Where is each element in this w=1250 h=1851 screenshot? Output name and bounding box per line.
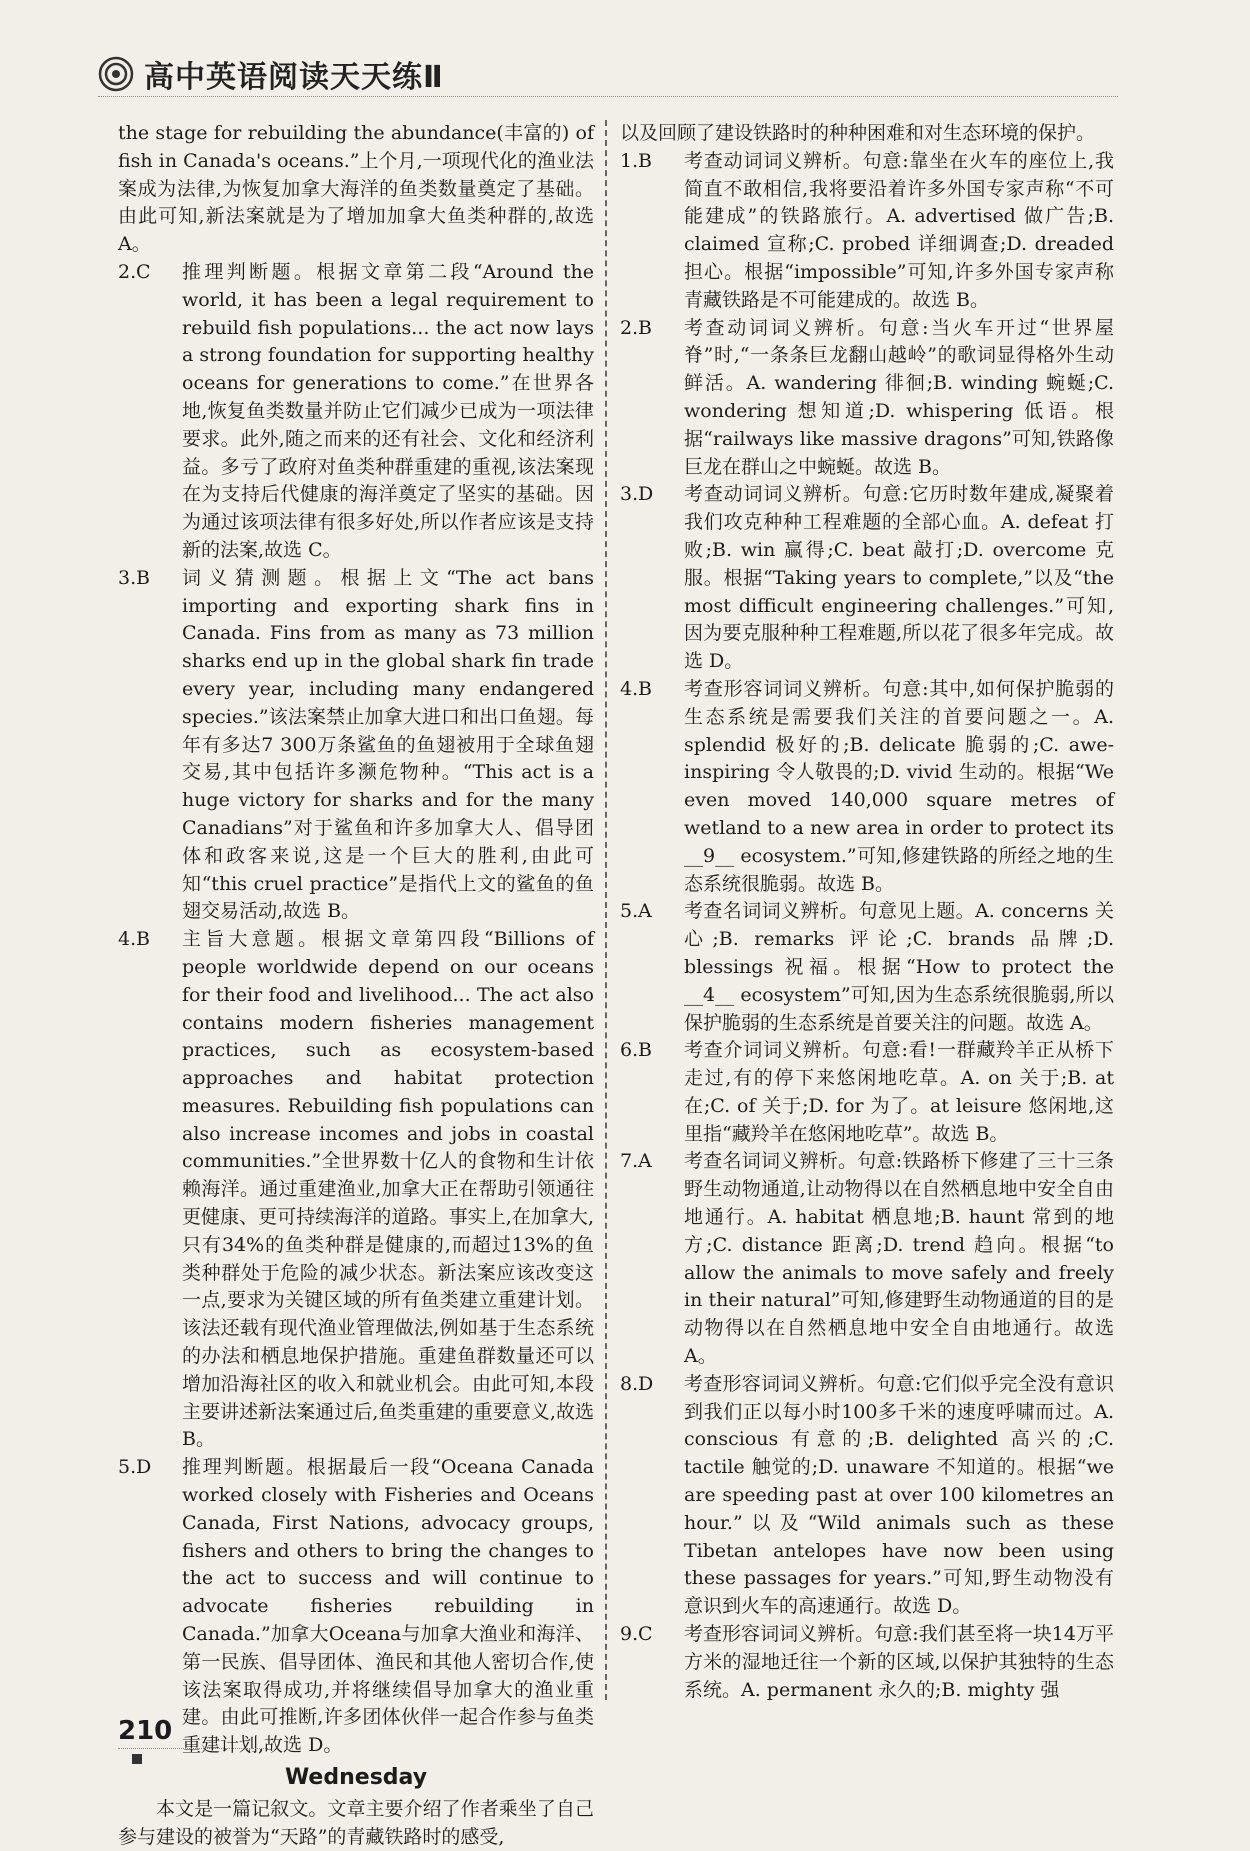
section-heading: Wednesday — [284, 1765, 428, 1791]
answer-item — [620, 1621, 1114, 1704]
item-number: 9. — [620, 1623, 639, 1646]
item-explanation: 考查形容词词义辨析。句意:它们似乎完全没有意识到我们正以每小时100多千米的速度呼啸而过。A. conscious 有意的;B. delighted 高兴的;C. tactile 触觉的;D. unaware 不知道的。根据“we are speeding past at over 100 kilometres an hour.”以及“Wild animals such as these Tibetan antelopes have now been using these passages for years.”可知,野生动物没有意识到火车的高速通行。故选 D。 — [684, 1372, 1114, 1618]
item-answer: B — [638, 316, 652, 339]
answer-item — [620, 1371, 1114, 1621]
answer-item — [118, 259, 594, 565]
page-header — [98, 52, 1118, 97]
item-answer: B — [638, 1039, 652, 1062]
item-explanation: 考查介词词义辨析。句意:看!一群藏羚羊正从桥下走过,有的停下来悠闲地吃草。A. on 关于;B. at 在;C. of 关于;D. for 为了。at leisure 悠闲地,这里指“藏羚羊在悠闲地吃草”。故选 B。 — [684, 1039, 1114, 1145]
item-number: 1. — [620, 149, 639, 172]
item-explanation: 考查形容词词义辨析。句意:其中,如何保护脆弱的生态系统是需要我们关注的首要问题之一。A. splendid 极好的;B. delicate 脆弱的;C. awe-inspiring 令人敬畏的;D. vivid 生动的。根据“We even moved 140,000 square metres of wetland to a new area in order to protect its __9__ ecosystem.”可知,修建铁路的所经之地的生态系统很脆弱。故选 B。 — [684, 677, 1114, 895]
item-explanation: 词义猜测题。根据上文“The act bans importing and exporting shark fins in Canada. Fins from as many as 73 million sharks end up in the global shark fin trade every year, including many endangered species.”该法案禁止加拿大进口和出口鱼翅。每年有多达7 300万条鲨鱼的鱼翅被用于全球鱼翅交易,其中包括许多濒危物种。“This act is a huge victory for sharks and for the many Canadians”对于鲨鱼和许多加拿大人、倡导团体和政客来说,这是一个巨大的胜利,由此可知“this cruel practice”是指代上文的鲨鱼的鱼翅交易活动,故选 B。 — [182, 566, 594, 923]
item-number: 2. — [620, 316, 639, 339]
item-answer: C — [136, 260, 151, 283]
item-number: 7. — [620, 1150, 639, 1173]
page-number: 210 — [118, 1716, 173, 1746]
item-number: 5. — [118, 1456, 137, 1479]
section-intro: 本文是一篇记叙文。文章主要介绍了作者乘坐了自己参与建设的被誉为“天路”的青藏铁路时的感受, — [118, 1797, 594, 1848]
continued-text: 以及回顾了建设铁路时的种种困难和对生态环境的保护。 — [620, 122, 1096, 144]
item-answer: C — [638, 1623, 653, 1646]
item-explanation: 考查动词词义辨析。句意:当火车开过“世界屋脊”时,“一条条巨龙翻山越岭”的歌词显得格外生动鲜活。A. wandering 徘徊;B. winding 蜿蜒;C. wondering 想知道;D. whispering 低语。根据“railways like massive dragons”可知,铁路像巨龙在群山之中蜿蜒。故选 B。 — [684, 316, 1114, 478]
footer-square-marker — [132, 1754, 142, 1764]
answer-item — [118, 1454, 594, 1760]
answer-item — [620, 1148, 1114, 1370]
item-answer: B — [136, 566, 150, 589]
book-logo-icon — [98, 56, 134, 92]
answer-item — [620, 481, 1114, 676]
item-explanation: 考查名词词义辨析。句意:铁路桥下修建了三十三条野生动物通道,让动物得以在自然栖息地中安全自由地通行。A. habitat 栖息地;B. haunt 常到的地方;C. distance 距离;D. trend 趋向。根据“to allow the animals to move safely and freely in their natural”可知,修建野生动物通道的目的是动物得以在自然栖息地中安全自由地通行。故选 A。 — [684, 1150, 1114, 1368]
answer-item — [620, 315, 1114, 482]
item-number: 5. — [620, 900, 639, 923]
item-number: 6. — [620, 1039, 639, 1062]
item-explanation: 考查形容词词义辨析。句意:我们甚至将一块14万平方米的湿地迁往一个新的区域,以保护其独特的生态系统。A. permanent 永久的;B. mighty 强 — [684, 1623, 1114, 1701]
answer-item — [620, 676, 1114, 898]
answer-item — [118, 926, 594, 1454]
item-answer: A — [638, 900, 652, 923]
item-answer: D — [638, 483, 654, 506]
footer-rule — [118, 1748, 268, 1749]
column-divider — [605, 120, 607, 1700]
item-explanation: 推理判断题。根据文章第二段“Around the world, it has been a legal requirement to rebuild fish populations... the act now lays a strong foundation for supporting healthy oceans for generations to come.”在世界各地,恢复鱼类数量并防止它们减少已成为一项法律要求。此外,随之而来的还有社会、文化和经济利益。多亏了政府对鱼类种群重建的重视,该法案现在为支持后代健康的海洋奠定了坚实的基础。因为通过该项法律有很多好处,所以作者应该是支持新的法案,故选 C。 — [182, 260, 594, 561]
left-column — [118, 120, 594, 1851]
book-title: 高中英语阅读天天练Ⅱ — [144, 60, 444, 95]
item-explanation: 主旨大意题。根据文章第四段“Billions of people worldwide depend on our oceans for their food and livelihood... The act also contains modern fisheries management practices, such as ecosystem-based approaches and habitat protection measures. Rebuilding fish populations can also increase incomes and jobs in coastal communities.”全世界数十亿人的食物和生计依赖海洋。通过重建渔业,加拿大正在帮助引领通往更健康、更可持续海洋的道路。事实上,在加拿大,只有34%的鱼类种群是健康的,而超过13%的鱼类种群处于危险的减少状态。新法案应该改变这一点,要求为关键区域的所有鱼类建立重建计划。该法还载有现代渔业管理做法,例如基于生态系统的办法和栖息地保护措施。重建鱼群数量还可以增加沿海社区的收入和就业机会。由此可知,本段主要讲述新法案通过后,鱼类重建的重要意义,故选 B。 — [182, 928, 594, 1451]
item-number: 8. — [620, 1372, 639, 1395]
answer-item — [620, 1037, 1114, 1148]
right-column — [620, 120, 1114, 1704]
item-number: 4. — [118, 928, 137, 951]
item-answer: D — [136, 1456, 152, 1479]
item-answer: D — [638, 1372, 654, 1395]
item-number: 3. — [118, 566, 137, 589]
item-explanation: 考查名词词义辨析。句意见上题。A. concerns 关心;B. remarks 评论;C. brands 品牌;D. blessings 祝福。根据“How to protect the __4__ ecosystem”可知,因为生态系统很脆弱,所以保护脆弱的生态系统是首要关注的问题。故选 A。 — [684, 900, 1114, 1034]
continued-text: the stage for rebuilding the abundance(丰富的) of fish in Canada's oceans.”上个月,一项现代化的渔业法案成为法律,为恢复加拿大海洋的鱼类数量奠定了基础。由此可知,新法案就是为了增加加拿大鱼类种群的,故选 A。 — [118, 122, 594, 256]
answer-item — [620, 898, 1114, 1037]
item-number: 2. — [118, 260, 137, 283]
item-answer: B — [638, 149, 652, 172]
item-answer: B — [136, 928, 150, 951]
item-answer: A — [638, 1150, 652, 1173]
answer-item — [118, 565, 594, 926]
item-explanation: 推理判断题。根据最后一段“Oceana Canada worked closely with Fisheries and Oceans Canada, First Nations, advocacy groups, fishers and others to bring the changes to the act to success and will continue to advocate fisheries rebuilding in Canada.”加拿大Oceana与加拿大渔业和海洋、第一民族、倡导团体、渔民和其他人密切合作,使该法案取得成功,并将继续倡导加拿大的渔业重建。由此可推断,许多团体伙伴一起合作参与鱼类重建计划,故选 D。 — [182, 1456, 594, 1757]
item-explanation: 考查动词词义辨析。句意:它历时数年建成,凝聚着我们攻克种种工程难题的全部心血。A. defeat 打败;B. win 赢得;C. beat 敲打;D. overcome 克服。根据“Taking years to complete,”以及“the most difficult engineering challenges.”可知,因为要克服种种工程难题,所以花了很多年完成。故选 D。 — [684, 483, 1114, 673]
item-number: 4. — [620, 677, 639, 700]
item-explanation: 考查动词词义辨析。句意:靠坐在火车的座位上,我简直不敢相信,我将要沿着许多外国专家声称“不可能建成”的铁路旅行。A. advertised 做广告;B. claimed 宣称;C. probed 详细调查;D. dreaded 担心。根据“impossible”可知,许多外国专家声称青藏铁路是不可能建成的。故选 B。 — [684, 149, 1114, 311]
answer-item — [620, 148, 1114, 315]
item-answer: B — [638, 677, 652, 700]
item-number: 3. — [620, 483, 639, 506]
